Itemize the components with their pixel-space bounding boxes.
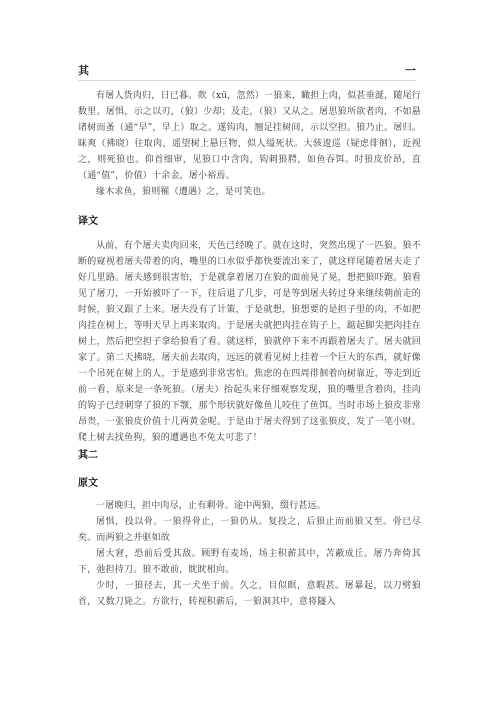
original-text-heading: 原文 [78, 478, 98, 489]
original-paragraph: 屠惧，投以骨。一狼得骨止，一狼仍从。复投之，后狼止而前狼又至。骨已尽矣。而两狼之并驱如故 [78, 517, 421, 543]
original-paragraph: 一屠晚归，担中肉尽，止有剩骨。途中两狼，缀行甚远。 [96, 501, 327, 511]
translation-heading: 译文 [78, 216, 98, 227]
original-text-section [78, 498, 421, 610]
translation-section [78, 238, 421, 446]
original-paragraph: 屠大窘，恐前后受其敌。顾野有麦场，场主积薪其中，苫蔽成丘。屠乃奔倚其下，弛担持刀。狼不敢前，眈眈相向。 [78, 549, 421, 575]
story-one-comment: 缘木求鱼，狼则罹（遭遇）之，是可笑也。 [96, 187, 271, 197]
story-one-paragraph: 有屠人货肉归，日已暮。欻（xū，忽然）一狼来，瞰担上肉，似甚垂涎，随尾行数里。屠惧，示之以刃，（狼）少却；及走，（狼）又从之。屠思狼所欲者肉，不如悬诸树而蚤（通“早”，早上）取之。遂钩肉，翘足挂树间，示以空担。狼乃止。屠归。昧爽（拂晓）往取肉，遥望树上悬巨物，似人缢死状。大骇逡巡（疑虑徘徊），近视之，则死狼也。仰首细审，见狼口中含肉，钩刺狼腭，如鱼吞饵。时狼皮价昂，直（通“值”，价值）十余金，屠小裕焉。 [78, 91, 421, 181]
header-page-mark: 一 [405, 64, 416, 77]
document-body [78, 88, 421, 610]
story-two-heading: 其二 [78, 450, 98, 461]
story-one-section [78, 88, 421, 200]
translation-paragraph: 从前，有个屠夫卖肉回来，天色已经晚了。就在这时，突然出现了一匹狼。狼不断的窥视着屠夫带着的肉，嘴里的口水似乎都快要流出来了，就这样尾随着屠夫走了好几里路。屠夫感到很害怕，于是就拿着屠刀在狼的面前晃了晃，想把狼吓跑。狼看见了屠刀，一开始被吓了一下，往后退了几步，可是等到屠夫转过身来继续朝前走的时候，狼又跟了上来。屠夫没有了计策，于是就想，狼想要的是担子里的肉，不如把肉挂在树上，等明天早上再来取肉。于是屠夫就把肉挂在钩子上，踮起脚尖把肉挂在树上，然后把空担子拿给狼看了看。就这样，狼就停下来不再跟着屠夫了。屠夫就回家了。第二天拂晓，屠夫前去取肉，远远的就看见树上挂着一个巨大的东西，就好像一个吊死在树上的人，于是感到非常害怕。焦虑的在四周徘徊着向树靠近，等走到近前一看，原来是一条死狼。（屠夫）抬起头来仔细观察发现，狼的嘴里含着肉，挂肉的钩子已经刺穿了狼的下颚，那个形状就好像鱼儿咬住了鱼饵。当时市场上狼皮非常昂贵，一张狼皮价值十几两黄金呢。于是由于屠夫得到了这张狼皮，发了一笔小财。爬上树去找鱼狗，狼的遭遇也不免太可悲了！ [78, 241, 421, 443]
original-paragraph: 少时，一狼径去，其一犬坐于前。久之，目似瞑，意暇甚。屠暴起，以刀劈狼首，又数刀毙之。方欲行，转视积薪后，一狼洞其中，意将隧入 [78, 581, 421, 607]
header-title: 其 [78, 64, 89, 77]
running-header [78, 62, 416, 81]
